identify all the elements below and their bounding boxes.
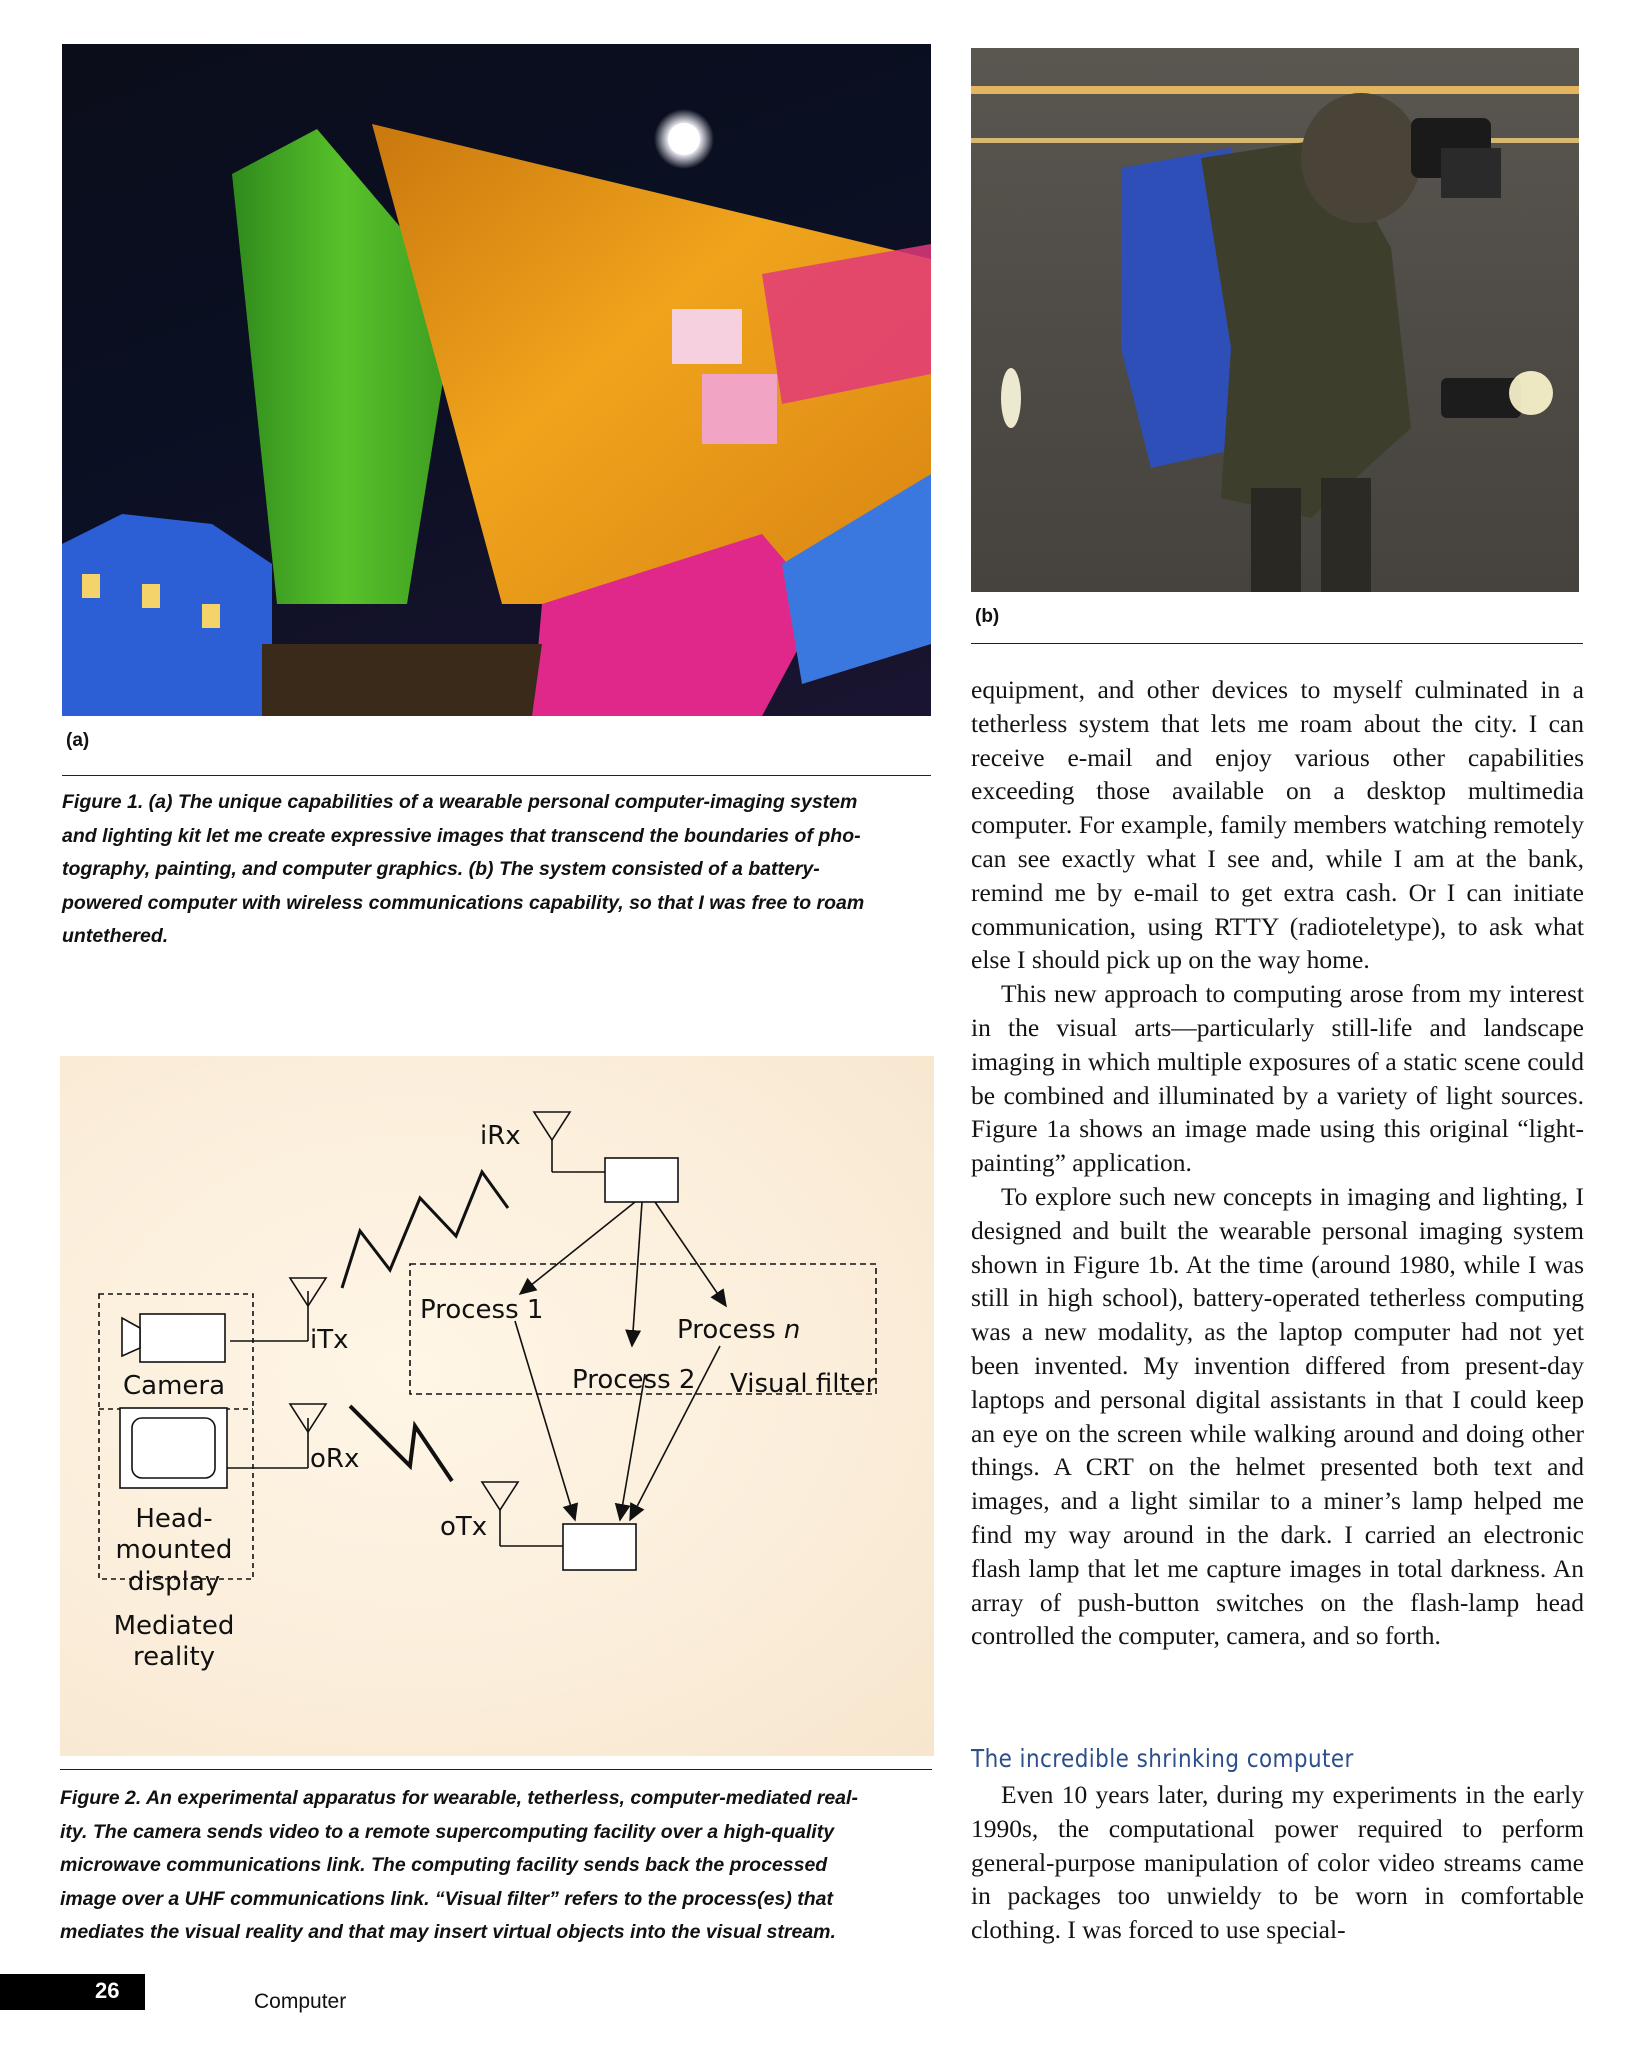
figure-1-caption	[62, 786, 942, 954]
person-wearing-computer-imaging-system	[971, 48, 1579, 592]
body-paragraph: equipment, and other devices to myself culminated in a tetherless system that lets me roam about the city. I can receive e-mail and enjoy various other capabilities exceeding those available on a desktop multimedia computer. For example, family members watching remotely can see exactly what I see and, while I am at the bank, remind me by e-mail to get extra cash. Or I can initiate communication, using RTTY (radioteletype), to ask what else I should pick up on the way home.	[971, 675, 1584, 975]
caption-line: Figure 1. (a) The unique capabilities of a wearable personal computer-imaging system	[62, 791, 858, 813]
irx-label: iRx	[480, 1121, 521, 1151]
figure-1-caption-rule	[62, 775, 931, 776]
figure-1b-photo	[971, 48, 1579, 592]
orx-label: oRx	[310, 1444, 360, 1474]
night-building-light-painting	[62, 44, 931, 716]
hmd-label-line1: Head-	[135, 1504, 213, 1534]
camera-label: Camera	[123, 1371, 226, 1401]
publication-name: Computer	[254, 1990, 347, 2013]
mediated-reality-label-line2: reality	[132, 1642, 216, 1672]
figure-1a-photo	[62, 44, 931, 716]
caption-line: untethered.	[62, 925, 169, 947]
caption-line: tography, painting, and computer graphics. (b) The system consisted of a battery-	[62, 858, 820, 880]
hmd-label-line2: mounted	[115, 1535, 233, 1565]
mediated-reality-apparatus-diagram	[60, 1056, 934, 1756]
page-number: 26	[95, 1978, 120, 2003]
remote-computer-box	[605, 1158, 678, 1202]
caption-line: microwave communications link. The computing facility sends back the processed	[60, 1854, 828, 1876]
hmd-label-line3: display	[127, 1567, 221, 1597]
process-1-label: Process 1	[420, 1295, 544, 1325]
body-paragraph: To explore such new concepts in imaging and lighting, I designed and built the wearable personal imaging system shown in Figure 1b. At the time (around 1980, while I was still in high school), battery-operated tetherless computing was a new modality, as the laptop computer had not yet been invented. My invention differed from present-day laptops and personal digital assistants in that I could keep an eye on the screen while walking around and doing other things. A CRT on the helmet presented both text and images, and a light similar to a miner’s lamp helped me find my way around in the dark. I carried an electronic flash lamp that let me capture images in total darkness. An array of push-button switches on the flash-lamp head controlled the computer, camera, and so forth.	[971, 1181, 1584, 1651]
itx-label: iTx	[310, 1325, 349, 1355]
camera-icon	[140, 1314, 225, 1362]
uhf-link-icon	[350, 1406, 452, 1481]
figure-2-caption-rule	[60, 1769, 932, 1770]
process-n-label: Process n	[677, 1315, 801, 1345]
body-paragraph: This new approach to computing arose from my interest in the visual arts—particularly still-life and landscape imaging in which multiple exposures of a static scene could be combined and illuminated by a variety of light sources. Figure 1a shows an image made using this original “light-painting” application.	[971, 979, 1584, 1178]
figure-2-caption	[60, 1782, 950, 1950]
caption-line: ity. The camera sends video to a remote supercomputing facility over a high-quality	[60, 1820, 835, 1843]
caption-line: powered computer with wireless communications capability, so that I was free to roam	[62, 891, 865, 914]
visual-filter-label: Visual filter	[730, 1369, 877, 1399]
output-computer-box	[563, 1524, 636, 1570]
caption-line: Figure 2. An experimental apparatus for wearable, tetherless, computer-mediated real-	[60, 1787, 858, 1809]
section-heading: The incredible shrinking computer	[971, 1744, 1354, 1773]
caption-line: and lighting kit let me create expressive images that transcend the boundaries of pho-	[62, 824, 861, 847]
irx-antenna-icon	[534, 1112, 570, 1140]
figure-1a-label: (a)	[66, 730, 90, 751]
figure-1b-rule	[971, 643, 1583, 644]
section-body	[971, 1778, 1584, 1947]
body-paragraph: Even 10 years later, during my experiments in the early 1990s, the computational power required to perform general-purpose manipulation of color video streams came in packages too unwieldy to be worn in comfortable clothing. I was forced to use special-	[971, 1780, 1584, 1945]
figure-1b-label: (b)	[975, 606, 1000, 627]
process-2-label: Process 2	[572, 1365, 696, 1395]
caption-line: mediates the visual reality and that may insert virtual objects into the visual stream.	[60, 1921, 836, 1943]
figure-2-diagram	[60, 1056, 934, 1756]
mediated-reality-label-line1: Mediated	[113, 1611, 235, 1641]
otx-antenna-icon	[482, 1482, 518, 1510]
body-text-column	[971, 673, 1584, 1653]
otx-label: oTx	[440, 1512, 488, 1542]
caption-line: image over a UHF communications link. “Visual filter” refers to the process(es) that	[60, 1887, 833, 1910]
microwave-link-icon	[342, 1172, 508, 1288]
page-number-box	[0, 1974, 145, 2010]
